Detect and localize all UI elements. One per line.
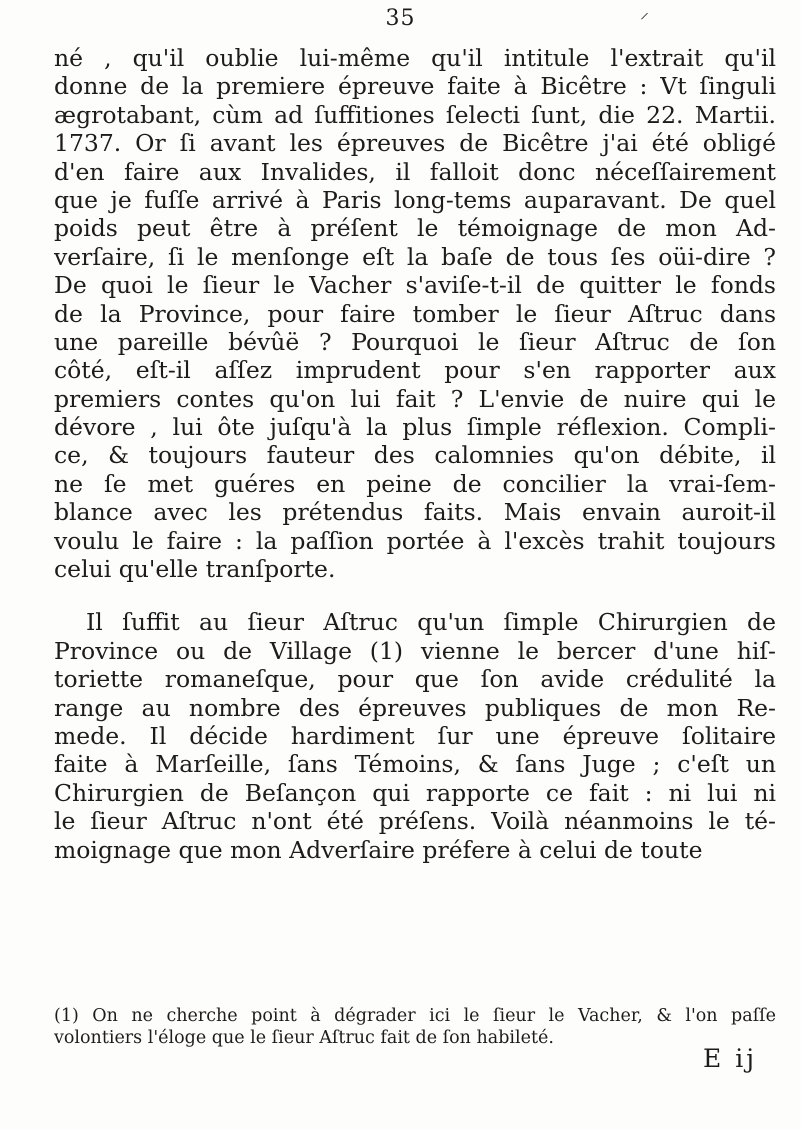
text-line: Province ou de Village (1) vienne le bercer d'une hiſ- (54, 636, 776, 665)
text-line: moignage que mon Adverſaire préfere à celui de toute (54, 835, 703, 864)
text-line: une pareille bévûë ? Pourquoi le ſieur Aſtruc de ſon (54, 327, 776, 356)
text-line: premiers contes qu'on lui fait ? L'envie de nuire qui le (54, 384, 776, 413)
text-line: mede. Il décide hardiment ſur une épreuve ſolitaire (54, 721, 776, 750)
footnote (54, 1005, 776, 1049)
text-line: verſaire, ſi le menſonge eſt la baſe de tous ſes oüi-dire ? (54, 242, 776, 271)
text-line: donne de la premiere épreuve faite à Bicêtre : Vt ſinguli (54, 72, 776, 101)
text-line: dévore , lui ôte juſqu'à la plus ſimple réflexion. Compli- (54, 413, 776, 442)
main-text (54, 44, 776, 864)
text-line: celui qu'elle tranſporte. (54, 555, 336, 584)
paragraph-2 (54, 608, 776, 864)
text-line: voulu le faire : la paſſion portée à l'excès trahit toujours (54, 526, 776, 555)
text-line: poids peut être à préſent le témoignage de mon Ad- (54, 214, 776, 243)
ink-mark: ⸝ (640, 2, 649, 23)
text-line: faite à Marſeille, ſans Témoins, & ſans Juge ; c'eſt un (54, 750, 776, 779)
text-line: Il ſuffit au ſieur Aſtruc qu'un ſimple Chirurgien de (86, 608, 776, 637)
signature-mark: E ij (703, 1044, 757, 1073)
text-line: le ſieur Aſtruc n'ont été préſens. Voilà néanmoins le té- (54, 807, 776, 836)
text-line: toriette romaneſque, pour que ſon avide crédulité la (54, 665, 776, 694)
text-line: de la Province, pour faire tomber le ſieur Aſtruc dans (54, 299, 776, 328)
text-line: volontiers l'éloge que le ſieur Aſtruc fait de ſon habileté. (54, 1028, 554, 1048)
paragraph-1 (54, 44, 776, 583)
text-line: blance avec les prétendus faits. Mais envain auroit-il (54, 498, 776, 527)
text-line: ægrotabant, cùm ad ſuffitiones ſelecti ſunt, die 22. Martii. (54, 100, 776, 129)
page-number: 35 (385, 6, 416, 31)
text-line: De quoi le ſieur le Vacher s'aviſe-t-il de quitter le fonds (54, 271, 776, 300)
text-line: range au nombre des épreuves publiques de mon Re- (54, 693, 776, 722)
text-line: (1) On ne cherche point à dégrader ici le ſieur le Vacher, & l'on paſſe (54, 1006, 776, 1026)
text-line: d'en faire aux Invalides, il falloit donc néceſſairement (54, 157, 776, 186)
text-line: côté, eſt-il aſſez imprudent pour s'en rapporter aux (54, 356, 776, 385)
text-line: que je fuſſe arrivé à Paris long-tems auparavant. De quel (54, 185, 776, 214)
text-line: ce, & toujours fauteur des calomnies qu'on débite, il (54, 441, 776, 470)
text-line: né , qu'il oublie lui-même qu'il intitule l'extrait qu'il (54, 44, 776, 72)
text-line: ne ſe met guéres en peine de concilier la vrai-ſem- (54, 469, 776, 498)
text-line: Chirurgien de Beſançon qui rapporte ce fait : ni lui ni (54, 778, 776, 807)
paragraph-gap (54, 583, 776, 608)
text-line: 1737. Or ſi avant les épreuves de Bicêtre j'ai été obligé (54, 129, 776, 158)
